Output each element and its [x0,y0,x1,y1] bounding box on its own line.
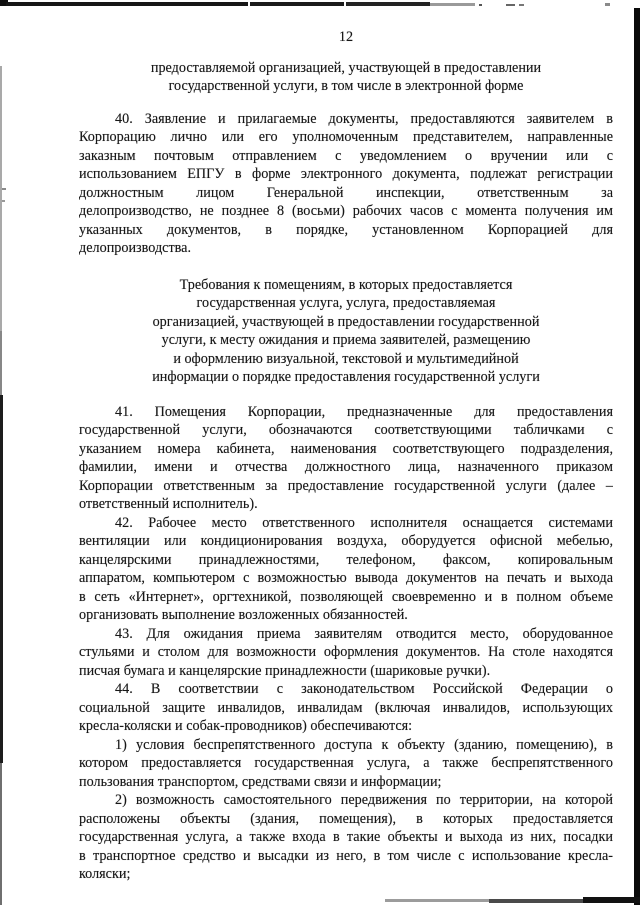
text-line: социальной защите инвалидов, инвалидам (включая инвалидов, использующих [79,699,613,716]
scan-top-line-fade [430,3,475,6]
text-line: в сеть «Интернет», оргтехникой, позволяющей своевременно и в полном объеме [79,588,613,605]
text-line: вентиляции или кондиционирования воздуха, оборудуется офисной мебелью, [79,533,613,549]
text-line: 40. Заявление и прилагаемые документы, предоставляются заявителем в [115,110,613,127]
text-line: делопроизводства. [79,240,192,256]
text-line: кресла-коляски и собак-проводников) обеспечиваются: [79,718,413,734]
scan-left-line [0,763,2,905]
text-line: писчая бумага и канцелярские принадлежности (шариковые ручки). [79,662,491,679]
scan-bottom-line [489,899,585,903]
text-line: коляски; [79,866,131,882]
text-line: заказным почтовым отправлением с уведомлением о вручении или с [79,147,613,164]
text-line: 1) условия беспрепятственного доступа к объекту (зданию, помещению), в [115,736,613,753]
text-line: канцелярскими принадлежностями, телефоном, факсом, копировальным [79,551,613,568]
scan-top-line [6,2,248,6]
scan-top-line [346,2,430,6]
text-line: 43. Для ожидания приема заявителям отводится место, оборудованное [115,625,613,642]
page-content [79,28,613,884]
paragraph-44 [79,680,613,736]
text-line: пользования транспортом, средствами связи и информации; [79,773,442,790]
scan-speck [479,4,482,6]
list-item-1 [79,736,613,792]
text-line: Корпорацию лично или его уполномоченным представителем, направленные [79,129,613,145]
text-line: указанием номера кабинета, наименования соответствующего подразделения, [79,440,613,457]
text-line: организовать выполнение возложенных обязанностей. [79,607,408,623]
text-line: фамилии, имени и отчества должностного лица, назначенного приказом [79,459,613,475]
heading-continuation [79,59,613,96]
scan-right-bar [634,8,640,905]
scan-top-line [250,2,344,6]
text-line: в транспортное средство и высадки из него, в том числе с использование кресла- [79,847,613,864]
scan-bottom-line [385,899,489,902]
text-line: государственной услуги, в том числе в электронной форме [168,78,524,94]
text-line: государственная услуга, а также входа в такие объекты и выхода из них, посадки [79,829,613,845]
scan-speck [2,200,5,202]
text-line: стульями и столом для возможности оформления документов. На столе находятся [79,644,613,660]
text-line: информации о порядке предоставления государственной услуги [152,369,540,385]
text-line: должностным лицом Генеральной инспекции, ответственным за [79,184,613,201]
text-line: делопроизводство, не позднее 8 (восьми) рабочих часов с момента получения им [79,203,613,219]
scan-speck [519,4,524,6]
text-line: ответственный исполнитель). [79,496,258,512]
text-line: Корпорации ответственным за предоставление государственной услуги (далее – [79,477,613,494]
text-line: услуги, к месту ожидания и приема заявителей, размещению [161,332,531,348]
text-line: использованием ЕПГУ в форме электронного документа, подлежат регистрации [79,166,613,182]
text-line: предоставляемой организацией, участвующей в предоставлении [150,59,542,76]
text-line: государственной услуги, обозначаются соответствующими табличками с [79,422,613,438]
scan-speck [2,188,6,190]
text-line: котором предоставляется государственная услуга, а также беспрепятственного [79,755,613,771]
text-line: 41. Помещения Корпорации, предназначенные для предоставления [115,403,613,420]
text-line: указанных документов, в порядке, установленном Корпорацией для [79,221,613,238]
scan-speck [506,4,515,6]
paragraph-40 [79,110,613,258]
scan-left-line [0,395,3,763]
scan-left-line [0,331,2,395]
page-number: 12 [338,29,354,45]
scan-left-line [0,66,2,331]
text-line: Требования к помещениям, в которых предоставляется [179,276,513,293]
scan-bottom-line [583,897,640,903]
section-heading [79,276,613,387]
text-line: расположены объекты (здания, помещения), в которых предоставляется [79,810,613,827]
text-line: 42. Рабочее место ответственного исполнителя оснащается системами [115,514,613,531]
text-line: 44. В соответствии с законодательством Российской Федерации о [115,681,613,697]
paragraph-43 [79,625,613,681]
text-line: 2) возможность самостоятельного передвижения по территории, на которой [115,792,613,808]
text-line: государственная услуга, услуга, предоставляемая [196,295,496,311]
paragraph-41 [79,403,613,514]
paragraph-42 [79,514,613,625]
list-item-2 [79,791,613,884]
scan-speck [605,3,610,6]
text-line: организацией, участвующей в предоставлении государственной [152,313,540,330]
text-line: аппаратом, компьютером с возможностью вывода документов на печать и выхода [79,570,613,586]
text-line: и оформлению визуальной, текстовой и мультимедийной [173,350,519,367]
